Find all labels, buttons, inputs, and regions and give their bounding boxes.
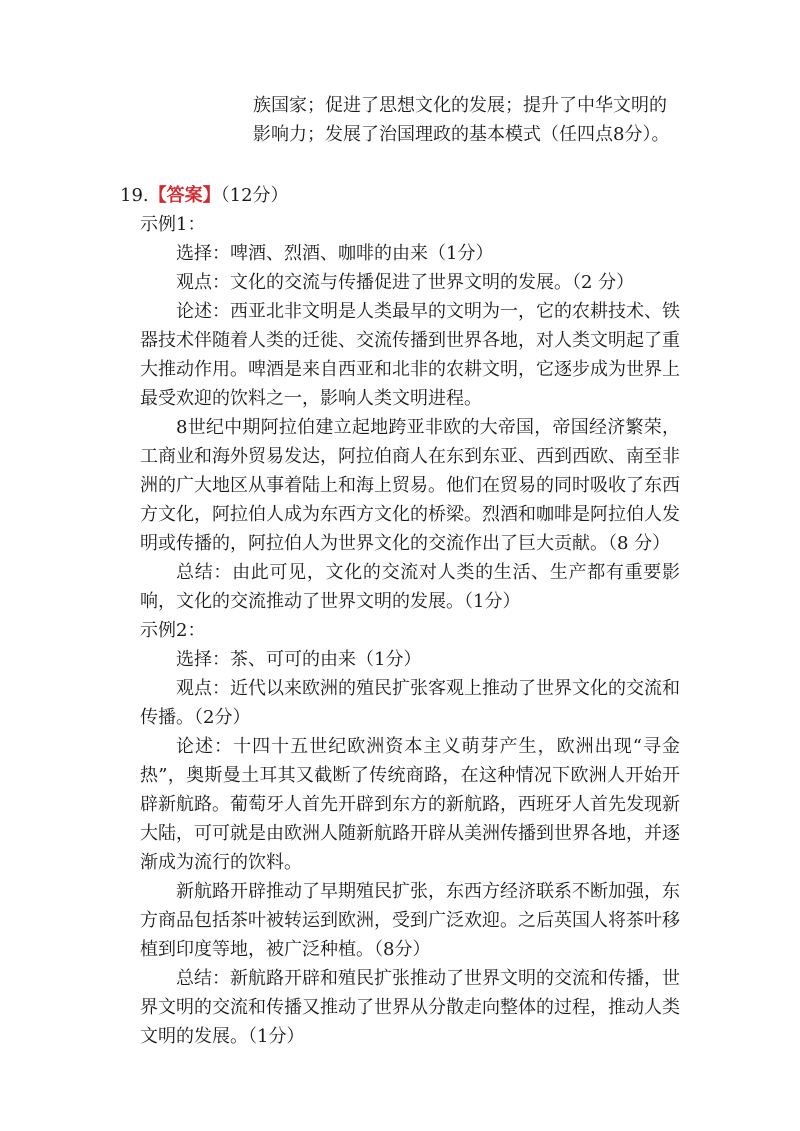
question-19-header (120, 181, 289, 210)
example-1-argue-paragraph-2: 8世纪中期阿拉伯建立起地跨亚非欧的大帝国，帝国经济繁荣，工商业和海外贸易发达，阿拉伯商人在东到东亚、西到西欧、南至非洲的广大地区从事着陆上和海上贸易。他们在贸易的同时吸收了东西方文化，阿拉伯人成为东西方文化的桥梁。烈酒和咖啡是阿拉伯人发明或传播的，阿拉伯人为世界文化的交流作出了巨大贡献。（8 分） (140, 417, 680, 554)
example-2-argue-paragraph-2: 新航路开辟推动了早期殖民扩张，东西方经济联系不断加强，东方商品包括茶叶被转运到欧洲，受到广泛欢迎。之后英国人将茶叶移植到印度等地，被广泛种植。（8分） (140, 881, 680, 960)
example-1-summary: 总结：由此可见，文化的交流对人类的生活、生产都有重要影响，文化的交流推动了世界文明的发展。（1分） (140, 562, 680, 612)
example-1-view: 观点：文化的交流与传播促进了世界文明的发展。（2 分） (176, 272, 635, 293)
example-2-view: 观点：近代以来欧洲的殖民扩张客观上推动了世界文化的交流和传播。（2分） (140, 678, 680, 728)
question-score: （12分） (220, 185, 289, 206)
example-2-body (140, 645, 680, 1051)
question-number: 19. (120, 185, 149, 206)
example-2-argue-paragraph-1: 论述：十四十五世纪欧洲资本主义萌芽产生，欧洲出现“寻金热”，奥斯曼土耳其又截断了传统商路，在这种情况下欧洲人开始开辟新航路。葡萄牙人首先开辟到东方的新航路，西班牙人首先发现新大陆，可可就是由欧洲人随新航路开辟从美洲传播到世界各地，并逐渐成为流行的饮料。 (140, 736, 680, 873)
example-1-argue-paragraph-1: 论述：西亚北非文明是人类最早的文明为一，它的农耕技术、铁器技术伴随着人类的迁徙、交流传播到世界各地，对人类文明起了重大推动作用。啤酒是来自西亚和北非的农耕文明，它逐步成为世界上最受欢迎的饮料之一，影响人类文明进程。 (140, 301, 680, 409)
answer-tag: 【答案】 (148, 185, 221, 206)
example-1-title: 示例1： (140, 214, 206, 235)
example-2-summary: 总结：新航路开辟和殖民扩张推动了世界文明的交流和传播，世界文明的交流和传播又推动了世界从分散走向整体的过程，推动人类文明的发展。（1分） (140, 968, 680, 1047)
example-2-select: 选择：茶、可可的由来（1分） (176, 649, 422, 670)
previous-answer-continuation: 族国家；促进了思想文化的发展；提升了中华文明的影响力；发展了治国理政的基本模式（任四点8分）。 (253, 95, 670, 145)
example-1-body (140, 239, 680, 616)
example-1-select: 选择：啤酒、烈酒、咖啡的由来（1分） (176, 243, 494, 264)
example-2-title: 示例2： (140, 620, 206, 641)
